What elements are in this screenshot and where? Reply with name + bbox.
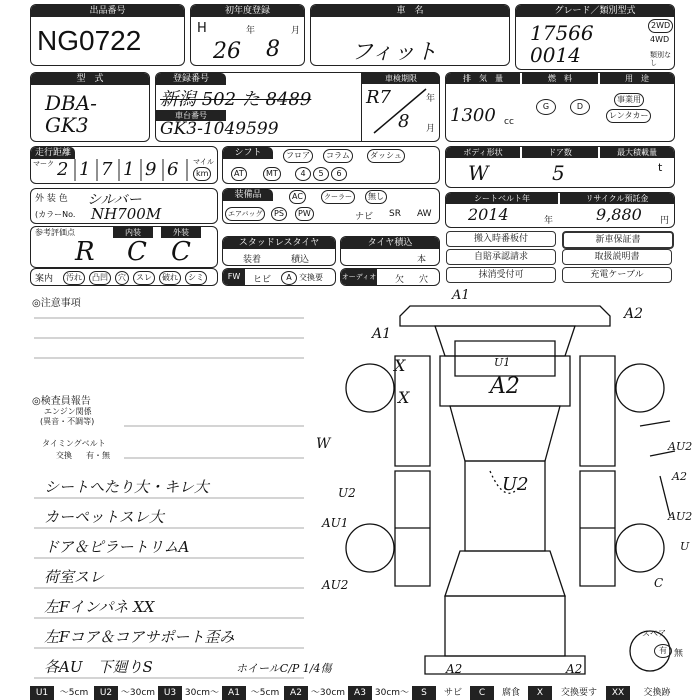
seatbelt-year: 2014 [468, 205, 509, 224]
diagram-mark: A2 [490, 374, 520, 399]
4wd-option: 4WD [650, 35, 670, 44]
mileage-digit: 1 [79, 159, 91, 180]
usage-business: 事業用 [614, 93, 644, 107]
tire-load-unit: 本 [417, 255, 427, 265]
interior-grade: C [127, 237, 147, 267]
tire-load-label: タイヤ積込 [341, 237, 439, 249]
legend-key: S [412, 686, 436, 700]
body-type-label: ボディ形状 [446, 147, 520, 158]
equipment-label: 装備品 [223, 189, 273, 201]
2wd-option: 2WD [648, 19, 673, 33]
audio-box [340, 268, 440, 286]
fuel-gasoline: G [536, 99, 556, 115]
mileage-digit: 6 [167, 159, 179, 180]
lot-number-label: 出品番号 [31, 5, 184, 17]
inspection-year-unit: 年 [426, 94, 436, 104]
legend-value: 30cm～ [374, 688, 410, 698]
guide-hole: 穴 [115, 271, 129, 285]
overall-grade: R [75, 237, 95, 267]
guide-dirt: 汚れ [63, 271, 85, 285]
belt-options: 有・無 [86, 451, 110, 460]
equip-sr: SR [389, 209, 401, 219]
tire-load-box [340, 236, 440, 266]
registration-label: 登録番号 [156, 73, 226, 85]
diagram-mark: C [654, 576, 664, 590]
service-warranty: 新車保証書 [562, 231, 674, 249]
color-code: NH700M [91, 205, 162, 223]
displacement-unit: cc [504, 117, 514, 127]
report-item: 荷室スレ [44, 568, 105, 586]
legend-value: ～5cm [59, 688, 89, 698]
diagram-mark: U2 [502, 474, 529, 495]
mileage-box [30, 146, 218, 184]
strike-mark [370, 87, 430, 137]
mileage-dividers [53, 159, 193, 181]
legend-key: A3 [348, 686, 372, 700]
report-item: カーペットスレ大 [44, 508, 164, 526]
color-box [30, 188, 218, 224]
spec-box [445, 72, 675, 142]
color-value: シルバー [87, 192, 142, 208]
spare-yes: 有 [654, 644, 672, 658]
inspection-month-unit: 月 [426, 124, 436, 134]
gear-5: 5 [313, 167, 329, 181]
service-cancel: 抹消受付可 [446, 267, 556, 283]
overall-grade-label: 参考評価点 [35, 228, 75, 237]
studless-loaded: 積込 [291, 255, 310, 265]
equip-aw: AW [417, 209, 432, 219]
guide-stain: シミ [185, 271, 207, 285]
model-box [30, 72, 150, 142]
mileage-digit: 7 [101, 159, 113, 180]
interior-label: 内装 [113, 227, 153, 238]
fuel-label: 燃 料 [522, 73, 598, 84]
legend-key: C [470, 686, 494, 700]
shift-mt: MT [263, 167, 281, 181]
gear-4: 4 [295, 167, 311, 181]
equip-airbag: エアバッグ [225, 207, 265, 221]
grade-label: グレード／類別型式 [516, 5, 674, 17]
mile-unit: マイル [193, 158, 214, 166]
mileage-digit: 9 [145, 159, 157, 180]
notes-heading: ◎注意事項 [32, 298, 81, 309]
exterior-label: 外装 [161, 227, 201, 238]
gear-6: 6 [331, 167, 347, 181]
legend-key: A2 [284, 686, 308, 700]
mileage-digit: 2 [57, 159, 69, 180]
body-box [445, 146, 675, 188]
diagram-mark: A2 [624, 306, 644, 322]
car-name-label: 車 名 [311, 5, 509, 17]
audio-missing: 欠 [395, 275, 405, 285]
diagram-mark: AU2 [668, 510, 693, 523]
engine-label: エンジン関係 [44, 407, 92, 416]
service-manual: 取扱説明書 [562, 249, 672, 265]
guide-tear: 破れ [159, 271, 181, 285]
km-unit: km [193, 167, 211, 181]
lot-number: NG0722 [37, 25, 142, 56]
chassis-number: GK3-1049599 [160, 119, 279, 139]
shift-dash: ダッシュ [367, 149, 405, 163]
first-registration-box [190, 4, 305, 66]
diagram-mark: A2 [672, 470, 687, 483]
equipment-box [222, 188, 440, 224]
grade-code-2: 0014 [530, 43, 581, 67]
shift-floor: フロア [283, 149, 313, 163]
seatbelt-unit: 年 [544, 216, 554, 226]
spare-no: 無 [674, 649, 684, 659]
shift-box [222, 146, 440, 184]
no-class-option: 類別なし [650, 51, 671, 67]
diagram-mark: X [394, 356, 406, 375]
mileage-digit: 1 [123, 159, 135, 180]
mileage-label: 走行距離 [31, 147, 75, 159]
legend-key: A1 [222, 686, 246, 700]
legend-value: ～5cm [250, 688, 280, 698]
equip-pw: PW [295, 207, 314, 221]
diagram-mark: AU2 [322, 578, 349, 592]
exterior-grade: C [171, 237, 191, 267]
month-unit: 月 [291, 26, 301, 36]
report-heading: ◎検査員報告 [32, 396, 91, 407]
diagram-mark: A1 [452, 288, 470, 303]
equip-ac: AC [289, 190, 306, 204]
recycle-fee: 9,880 [596, 205, 642, 224]
report-item: 左Fコア＆コアサポート歪み [44, 628, 235, 646]
fuel-diesel: D [570, 99, 590, 115]
displacement-label: 排 気 量 [446, 73, 520, 84]
studless-mounted: 装着 [243, 255, 262, 265]
body-type-value: W [468, 161, 489, 185]
first-reg-month: 8 [266, 37, 280, 62]
report-item: ドア＆ピラートリムA [44, 538, 190, 556]
fw-box [222, 268, 336, 286]
diagram-mark: AU1 [322, 516, 349, 530]
first-reg-year: 26 [213, 39, 241, 64]
grade-box [515, 4, 675, 70]
inspection-label: 車検期限 [362, 73, 440, 84]
seatbelt-recycle-box [445, 192, 675, 228]
doors-label: ドア数 [522, 147, 598, 158]
legend-key: X [528, 686, 552, 700]
recycle-unit: 円 [660, 216, 670, 226]
inspection-cell [361, 73, 440, 141]
chassis-label: 車台番号 [156, 110, 226, 121]
diagram-mark: U2 [338, 486, 356, 500]
report-extra: ホイールC/P 1/4傷 [236, 662, 332, 675]
guide-box [30, 268, 218, 286]
legend-value: 30cm～ [184, 688, 220, 698]
service-plate: 搬入時番板付 [446, 231, 556, 247]
diagram-mark: A1 [372, 326, 392, 342]
model-line1: DBA- [45, 91, 97, 115]
legend-value: ～30cm [120, 688, 156, 698]
guide-dent: 凸凹 [89, 271, 111, 285]
diagram-mark: A2 [446, 662, 463, 676]
displacement-value: 1300 [450, 105, 496, 126]
recycle-label: リサイクル預託金 [560, 193, 674, 204]
color-label: 外 装 色 [35, 194, 68, 204]
fw-a: A [281, 271, 297, 285]
seatbelt-label: シートベルト年 [446, 193, 558, 204]
shift-at: AT [231, 167, 247, 181]
car-name-box [310, 4, 510, 66]
year-unit: 年 [246, 26, 256, 36]
era-mark: H [197, 21, 207, 36]
usage-label: 用 途 [600, 73, 674, 84]
fw-crack: ヒビ [253, 275, 272, 285]
diagram-mark: W [316, 436, 331, 452]
legend-key: XX [606, 686, 630, 700]
service-insurance: 自賠承認請求 [446, 249, 556, 265]
report-item: シートへたり大・キレ大 [44, 478, 209, 496]
equip-cooler: クーラー [321, 190, 355, 204]
color-code-label: (カラーNo. [35, 210, 76, 219]
lot-number-box [30, 4, 185, 66]
legend-key: U1 [30, 686, 54, 700]
legend-key: U3 [158, 686, 182, 700]
diagram-mark: X [398, 388, 410, 407]
equip-none: 無し [365, 190, 387, 204]
diagram-mark: A2 [566, 662, 583, 676]
fw-replace: 交換要 [299, 273, 323, 282]
engine-sub: (異音・不調等) [40, 417, 95, 426]
audio-hole: 穴 [419, 275, 429, 285]
legend-value: 交換要す [560, 688, 597, 698]
studless-box [222, 236, 336, 266]
report-item: 左Fインパネ XX [44, 598, 155, 616]
legend-key: U2 [94, 686, 118, 700]
audio-label: オーディオ [341, 269, 377, 285]
model-line2: GK3 [45, 113, 89, 137]
guide-scuff: スレ [133, 271, 155, 285]
fw-label: FW [223, 269, 245, 285]
mark-label: マーク [33, 160, 54, 168]
usage-rental: レンタカー [606, 109, 651, 123]
registration-box [155, 72, 440, 142]
equip-navi: ナビ [355, 212, 374, 222]
service-cable: 充電ケーブル [562, 267, 672, 283]
first-registration-label: 初年度登録 [191, 5, 304, 17]
legend-value: サビ [443, 688, 462, 698]
report-item: 各AU 下廻りS [44, 658, 153, 676]
studless-label: スタッドレスタイヤ [223, 237, 335, 249]
legend-value: 腐食 [501, 688, 520, 698]
diagram-mark: U1 [494, 356, 511, 369]
model-label: 型 式 [31, 73, 149, 85]
belt-swap: 交換 [56, 451, 72, 460]
guide-label: 案内 [35, 274, 54, 284]
capacity-unit: t [658, 161, 663, 174]
capacity-label: 最大積載量 [600, 147, 674, 158]
car-name: フィット [351, 40, 438, 65]
legend-value: 交換跡 [643, 688, 671, 698]
grades-box [30, 226, 218, 268]
spare-label: スペア [642, 629, 666, 638]
inspection-month: 8 [398, 111, 410, 132]
shift-column: コラム [323, 149, 353, 163]
doors-value: 5 [552, 161, 565, 185]
legend-value: ～30cm [310, 688, 346, 698]
diagram-mark: U [680, 540, 690, 553]
registration-number: 新潟 502 た 8489 [160, 89, 312, 110]
inspection-era: R7 [366, 87, 392, 108]
diagram-mark: AU2 [668, 440, 693, 453]
shift-label: シフト [223, 147, 273, 159]
belt-label: タイミングベルト [42, 439, 106, 448]
grade-code-1: 17566 [530, 21, 594, 45]
equip-ps: PS [271, 207, 287, 221]
